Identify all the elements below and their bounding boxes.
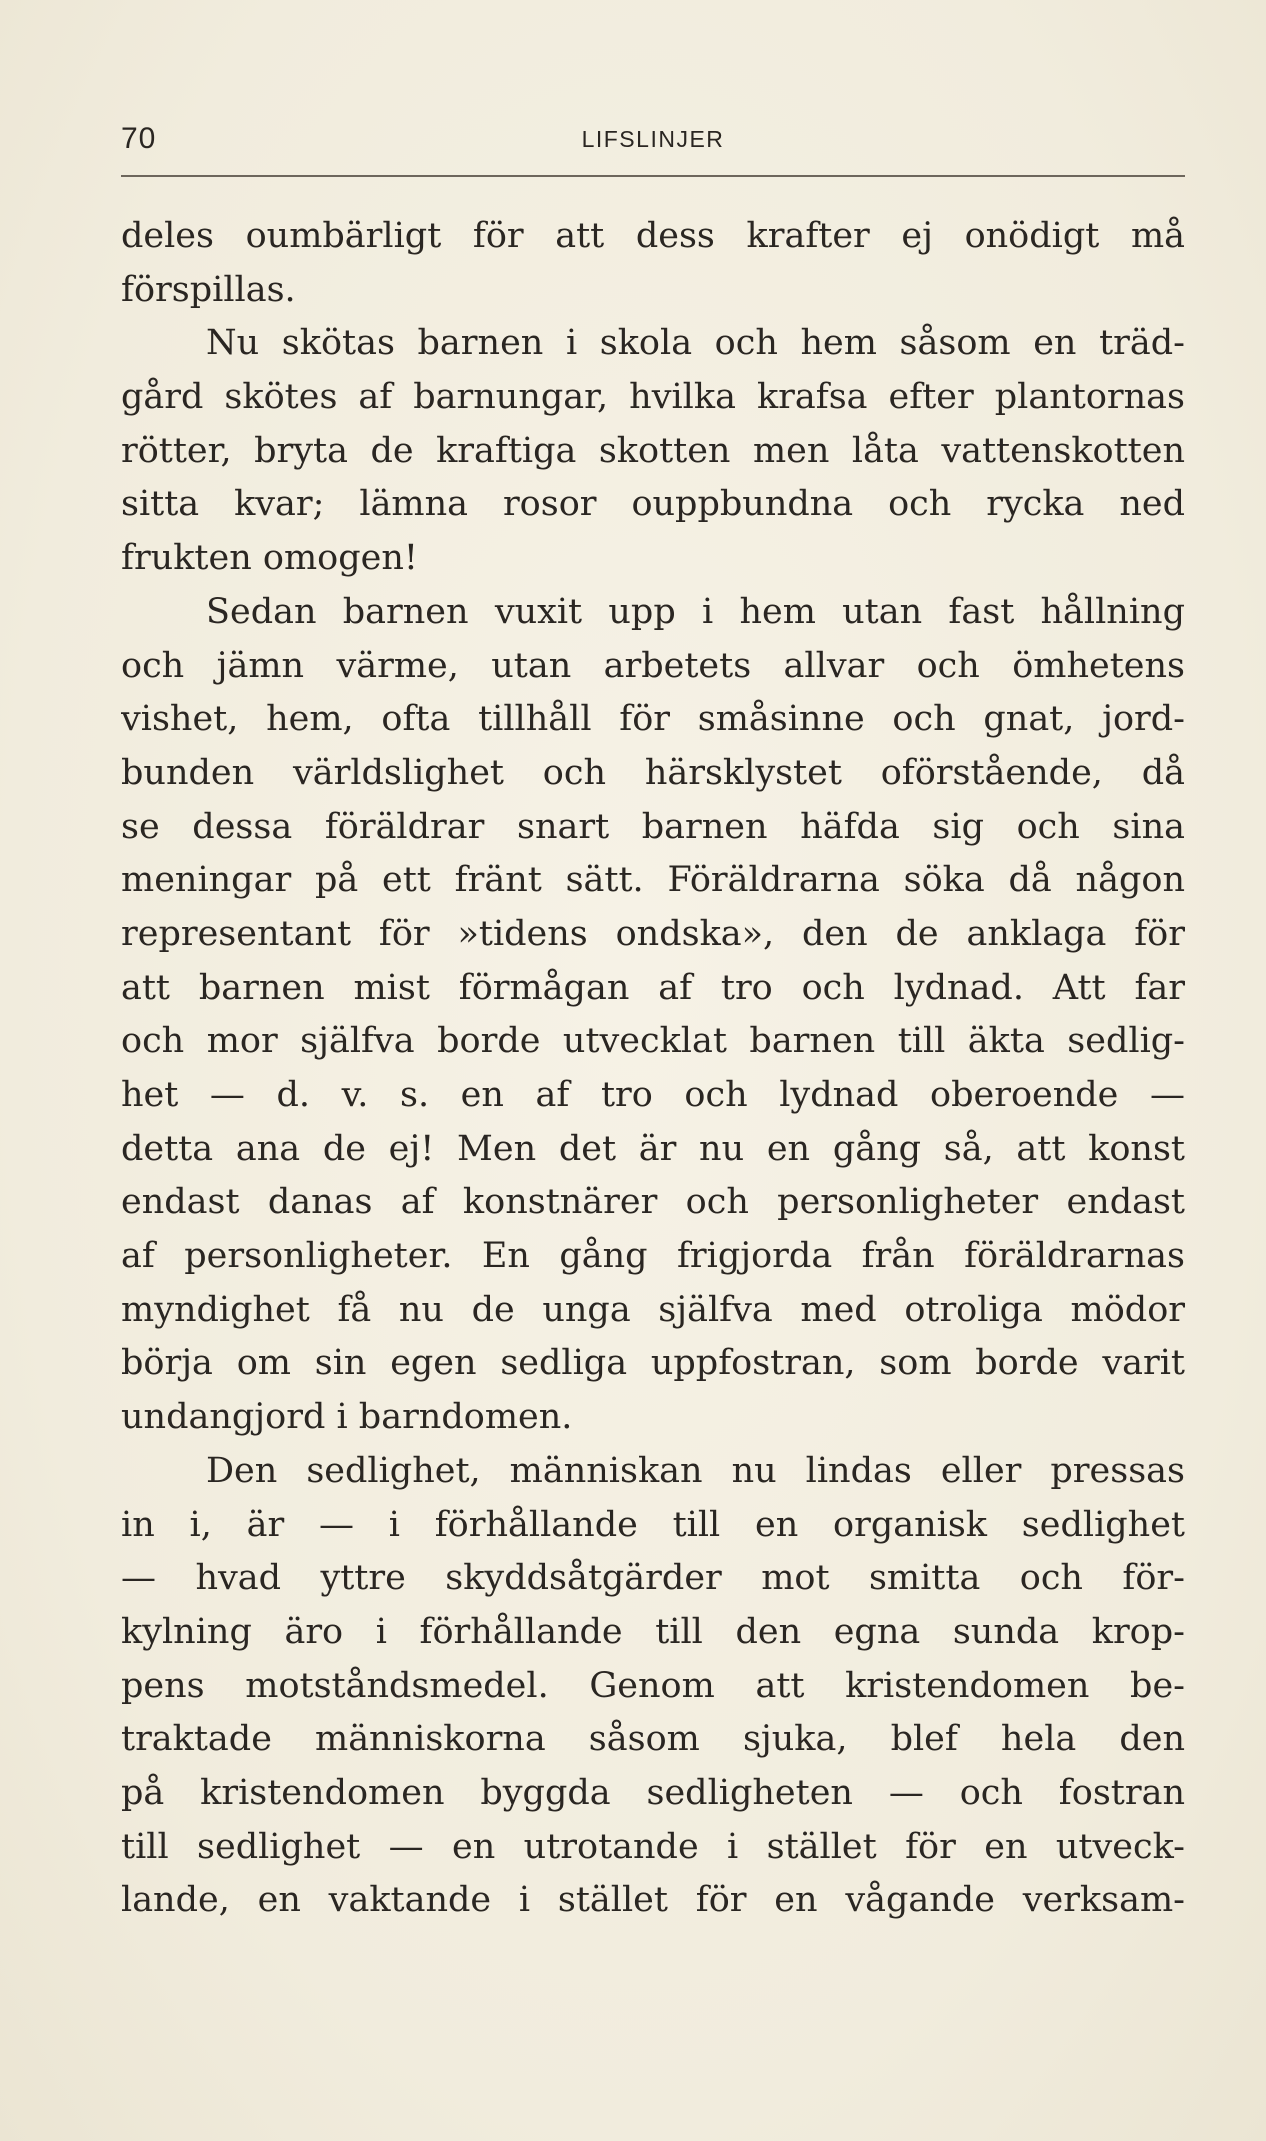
text-line: af personligheter. En gång frigjorda från föräldrarnas [121,1236,1185,1277]
text-line: gård skötes af barnungar, hvilka krafsa efter plantornas [121,377,1185,418]
page-header [121,122,1185,166]
text-line: representant för »tidens ondska», den de anklaga för [121,913,1185,954]
text-line: vishet, hem, ofta tillhåll för småsinne och gnat, jord- [121,699,1185,740]
text-line: deles oumbärligt för att dess krafter ej onödigt må [121,216,1185,256]
text-line: endast danas af konstnärer och personligheter endast [121,1182,1185,1223]
text-line: Nu skötas barnen i skola och hem såsom en träd- [206,323,1185,364]
text-line: — hvad yttre skyddsåtgärder mot smitta och för- [121,1558,1185,1599]
page-number: 70 [121,122,157,155]
body-text [121,210,1185,1928]
running-title: LIFSLINJER [581,126,725,152]
text-line: Sedan barnen vuxit upp i hem utan fast hållning [206,591,1185,632]
text-line: förspillas. [121,269,296,310]
text-line: meningar på ett fränt sätt. Föräldrarna söka då någon [121,860,1185,901]
text-line: och mor själfva borde utvecklat barnen till äkta sedlig- [121,1021,1185,1062]
text-line: undangjord i barndomen. [121,1397,573,1438]
text-line: myndighet få nu de unga själfva med otroliga mödor [121,1289,1185,1330]
text-line: lande, en vaktande i stället för en vågande verksam- [121,1880,1185,1921]
text-line: till sedlighet — en utrotande i stället för en utveck- [121,1826,1185,1867]
text-line: se dessa föräldrar snart barnen häfda sig och sina [121,806,1185,847]
text-line: att barnen mist förmågan af tro och lydnad. Att far [121,967,1185,1008]
text-line: Den sedlighet, människan nu lindas eller pressas [206,1450,1185,1491]
text-line: börja om sin egen sedliga uppfostran, som borde varit [121,1343,1185,1384]
text-line: rötter, bryta de kraftiga skotten men låta vattenskotten [121,430,1185,471]
text-line: kylning äro i förhållande till den egna sunda krop- [121,1611,1185,1652]
text-line: på kristendomen byggda sedligheten — och fostran [121,1772,1185,1813]
text-line: frukten omogen! [121,538,418,579]
text-line: detta ana de ej! Men det är nu en gång så, att konst [121,1128,1185,1169]
text-line: pens motståndsmedel. Genom att kristendomen be- [121,1665,1185,1706]
text-line: sitta kvar; lämna rosor ouppbundna och rycka ned [121,484,1185,525]
text-line: bunden världslighet och härsklystet oförstående, då [121,752,1185,793]
header-rule [121,175,1185,177]
text-line: het — d. v. s. en af tro och lydnad oberoende — [121,1075,1185,1115]
text-line: traktade människorna såsom sjuka, blef hela den [121,1719,1185,1760]
text-line: och jämn värme, utan arbetets allvar och ömhetens [121,645,1185,686]
text-line: in i, är — i förhållande till en organisk sedlighet [121,1504,1185,1545]
